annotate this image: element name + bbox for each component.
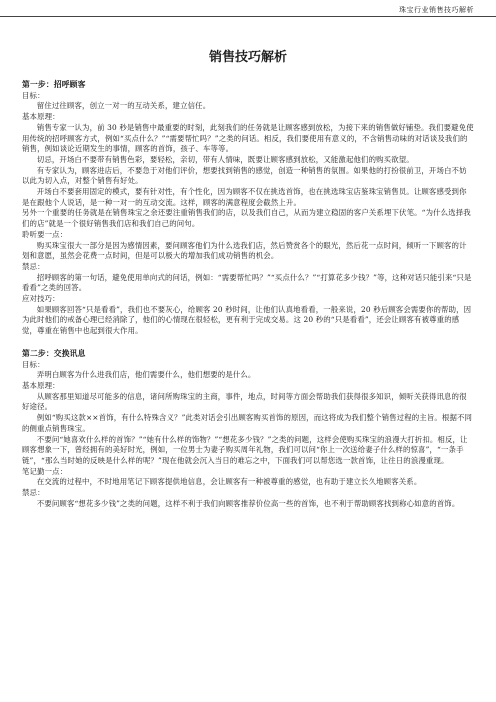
paragraph: 不要问“她喜欢什么样的首饰？”“她有什么样的饰物？”“想花多少钱？”之类的问题，这样会使购买珠宝的浪漫大打折扣。相反，让顾客想象一下，曾经拥有的美好时光，例如，一位男士为妻子购买周年礼物，我们可以问“你上一次送给妻子什么样的惊喜”，“一条手链”，“那么当时她的反映是什么样的呢？”现在他就会沉入当日的难忘之中，下面我们可以帮您选一款首饰，让往日的浪漫重现。 xyxy=(22,434,468,465)
paragraph: 开场白不要套用固定的模式，要有针对性，有个性化，因为顾客不仅在挑选首饰，也在挑选珠宝店鉴珠宝销售员。让顾客感受到你是在跟他个人说话，是一种一对一的互动交流。这样，顾客的满意程度会截然上升。 xyxy=(22,187,467,207)
goal-label: 目标： xyxy=(22,359,45,369)
goal-label: 目标： xyxy=(22,90,45,100)
listen-text: 购买珠宝很大一部分是因为感情因素，要问顾客他们为什么选我们店，然后赞赏各个的眼光，然后花一点时间，倾听一下顾客的计划和意愿，虽然会花费一点时间，但是可以极大的增加我们成功销售的机会。 xyxy=(22,240,467,261)
taboo-label: 禁忌： xyxy=(22,261,45,271)
method-label: 基本原理： xyxy=(22,112,60,122)
document-body xyxy=(22,80,474,509)
listen-label: 聆听要一点： xyxy=(22,229,68,239)
response-text: 如果顾客回答“只是看看”，我们也不要灰心，给顾客 20 秒时间，让他们认真地看看，一般来说，20 秒后顾客会需要你的帮助，因为此时他们的戒备心理已经消除了，他们的心情现在很轻松，更有利于完成交易。这 20 秒的“只是看看”，还会让顾客有被尊重的感觉，尊重在销售中也起到很大作用。 xyxy=(22,304,472,336)
document-title: 销售技巧解析 xyxy=(208,50,287,65)
running-header: 珠宝行业销售技巧解析 xyxy=(399,6,474,14)
method-label: 基本原理： xyxy=(22,380,60,390)
taboo-text: 不要问顾客“想花多少钱”之类的问题，这样不利于我们向顾客推荐价位高一些的首饰，也不利于帮助顾客找到称心如意的首饰。 xyxy=(36,498,460,508)
paragraph: 有专家认为，顾客进店后，不要急于对他们评价，想要找到销售的感觉，创造一种销售的氛围。如果他的打扮很前卫，开场白不妨以此为切入点，对整个销售有好处。 xyxy=(22,165,467,186)
response-label: 应对技巧： xyxy=(22,294,60,304)
taboo-text: 招呼顾客的第一句话，避免使用单向式的问话，例如：“需要帮忙吗？”“买点什么？”“打算花多少钱？”等，这种对话只能引来“只是看看”之类的回答。 xyxy=(22,272,472,293)
goal-text: 留住过往顾客，创立一对一的互动关系，建立信任。 xyxy=(36,101,211,111)
section-heading-2: 第二步：交换讯息 xyxy=(22,348,86,358)
header-rule xyxy=(0,16,496,17)
taboo-label: 禁忌： xyxy=(22,488,45,498)
paragraph: 另外一个重要的任务就是在销售珠宝之余还要注重销售我们的店，以及我们自己，从而为建立稳固的客户关系埋下伏笔。“为什么选择我们的店”就是一个很好销售我们店和我们自己的问句。 xyxy=(22,208,471,229)
notes-text: 在交流的过程中，不时地用笔记下顾客提供地信息，会让顾客有一种被尊重的感觉，也有助于建立长久地顾客关系。 xyxy=(36,477,422,487)
paragraph: 销售专家一认为，前 30 秒是销售中最重要的时刻，此刻我们的任务就是让顾客感到放松，为接下来的销售做好铺垫。我们要避免使用传统的招呼顾客方式，例如“买点什么？”“需要帮忙吗？”之类的问话。相反，我们要使用有意义的，不含销售动味的对话谈及我们的销售，例如谈论近期发生的事情，顾客的首饰，孩子、车等等。 xyxy=(22,122,474,154)
section-gap xyxy=(22,337,474,349)
paragraph: 例如“购买这款××首饰，有什么特殊含义？”此类对话会引出顾客购买首饰的原因，而这将成为我们整个销售过程的主旨。根据不同的侧重点销售珠宝。 xyxy=(22,413,473,433)
notes-label: 笔记勤一点： xyxy=(22,466,68,476)
section-heading-1: 第一步：招呼顾客 xyxy=(22,80,86,89)
paragraph: 切忌，开场白不要带有销售色彩，要轻松，亲切，带有人情味，既要让顾客感到放松，又能激起他们的购买欲望。 xyxy=(36,154,414,164)
goal-text: 弄明白顾客为什么进我们店，他们需要什么，他们想要的是什么。 xyxy=(36,370,256,380)
paragraph: 从顾客那里知道尽可能多的信息，诸问所购珠宝的主商，事件，地点，时间等方面会帮助我们获得很多知识，倾听关获得讯息的很好途径。 xyxy=(22,391,467,412)
